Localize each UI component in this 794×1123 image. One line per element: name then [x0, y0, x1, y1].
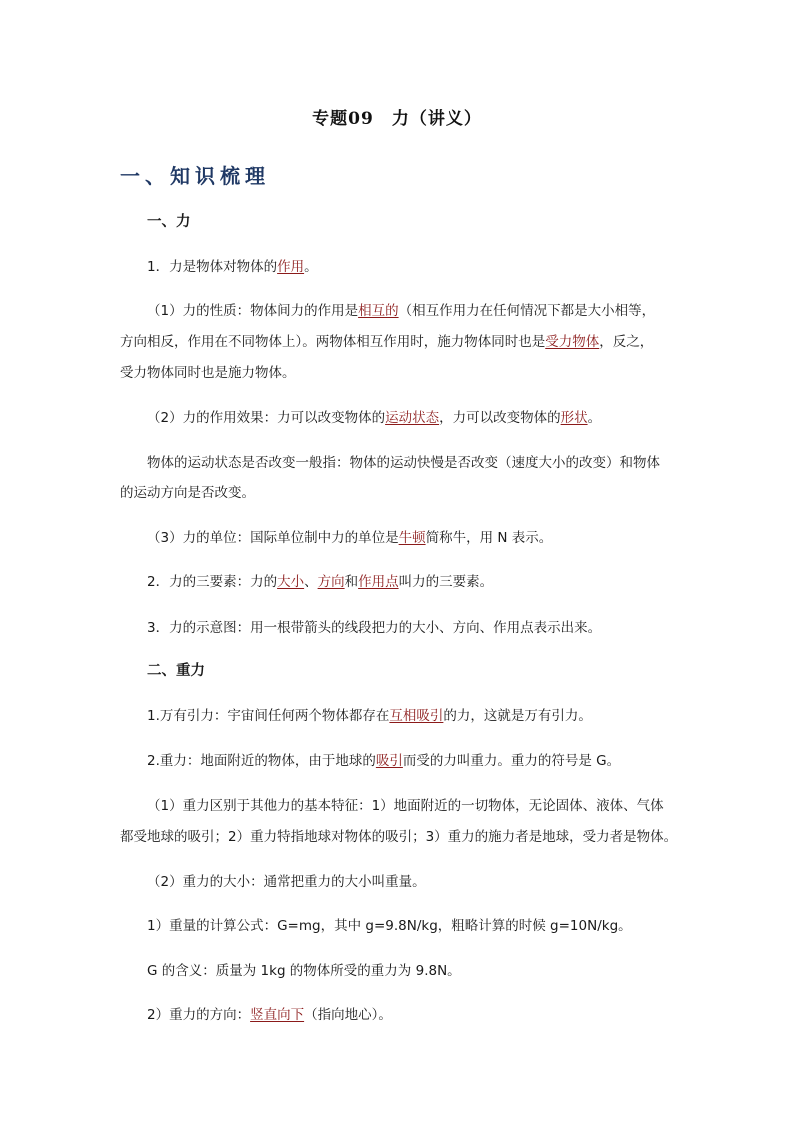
paragraph-gravity-features-line2: 都受地球的吸引；2）重力特指地球对物体的吸引；3）重力的施力者是地球，受力者是物体。: [120, 829, 678, 845]
paragraph-gravity-direction: 2）重力的方向：竖直向下（指向地心）。: [147, 1007, 392, 1023]
paragraph-gravity-features-line1: （1）重力区别于其他力的基本特征：1）地面附近的一切物体，无论固体、液体、气体: [147, 798, 664, 814]
paragraph-universal-gravitation: 1.万有引力：宇宙间任何两个物体都存在互相吸引的力，这就是万有引力。: [147, 708, 592, 724]
keyword-blank: 互相吸引: [389, 708, 444, 724]
paragraph-motion-state-line2: 的运动方向是否改变。: [120, 485, 255, 501]
paragraph-force-nature-line2: 方向相反，作用在不同物体上）。两物体相互作用时，施力物体同时也是受力物体，反之，: [120, 334, 654, 350]
paragraph-motion-state-line1: 物体的运动状态是否改变一般指：物体的运动快慢是否改变（速度大小的改变）和物体: [147, 455, 660, 471]
keyword-blank: 吸引: [375, 753, 403, 769]
keyword-blank: 大小: [277, 574, 305, 590]
keyword-blank: 作用: [277, 259, 305, 275]
paragraph-force-effect: （2）力的作用效果：力可以改变物体的运动状态，力可以改变物体的形状。: [147, 410, 602, 426]
heading-gravity: 二、重力: [147, 663, 205, 679]
paragraph-force-unit: （3）力的单位：国际单位制中力的单位是牛顿简称牛，用 N 表示。: [147, 530, 553, 546]
keyword-blank: 运动状态: [385, 410, 440, 426]
paragraph-gravity-magnitude: （2）重力的大小：通常把重力的大小叫重量。: [147, 874, 426, 890]
paragraph-three-elements: 2．力的三要素：力的大小、方向和作用点叫力的三要素。: [147, 574, 494, 590]
paragraph-gravity-definition: 2.重力：地面附近的物体，由于地球的吸引而受的力叫重力。重力的符号是 G。: [147, 753, 621, 769]
section-heading-knowledge: 一、知识梳理: [120, 164, 270, 188]
paragraph-force-definition: 1．力是物体对物体的作用。: [147, 259, 318, 275]
paragraph-force-diagram: 3．力的示意图：用一根带箭头的线段把力的大小、方向、作用点表示出来。: [147, 620, 602, 636]
paragraph-force-nature-line1: （1）力的性质：物体间力的作用是相互的（相互作用力在任何情况下都是大小相等，: [147, 303, 656, 319]
heading-force: 一、力: [147, 214, 191, 230]
paragraph-g-meaning: G 的含义：质量为 1kg 的物体所受的重力为 9.8N。: [147, 963, 461, 979]
keyword-blank: 作用点: [358, 574, 399, 590]
keyword-blank: 方向: [317, 574, 345, 590]
keyword-blank: 竖直向下: [250, 1007, 305, 1023]
keyword-blank: 牛顿: [398, 530, 426, 546]
keyword-blank: 形状: [560, 410, 588, 426]
paragraph-force-nature-line3: 受力物体同时也是施力物体。: [120, 365, 296, 381]
keyword-blank: 相互的: [358, 303, 399, 319]
document-title: 专题09 力（讲义）: [312, 109, 482, 129]
keyword-blank: 受力物体: [545, 334, 600, 350]
paragraph-weight-formula: 1）重量的计算公式：G=mg，其中 g=9.8N/kg，粗略计算的时候 g=10N/kg。: [147, 918, 632, 934]
